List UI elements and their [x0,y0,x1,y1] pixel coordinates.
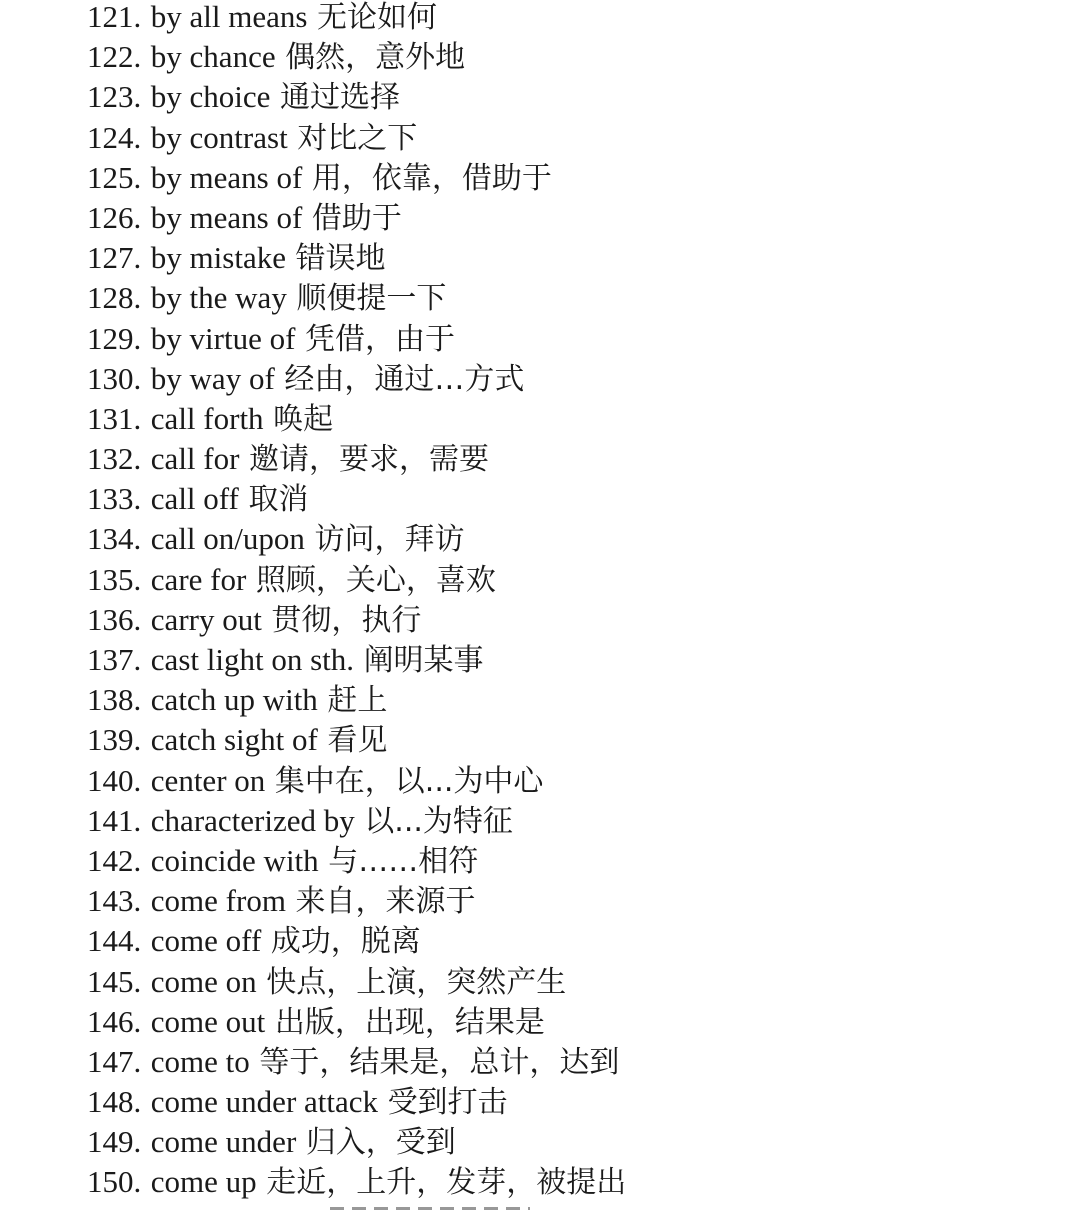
phrase-entry [87,841,626,881]
entry-number: 130. [87,360,142,396]
chinese-meaning: 取消 [248,482,309,518]
phrase-entry [87,359,626,399]
chinese-meaning: 看见 [327,723,388,759]
chinese-meaning: 顺便提一下 [296,281,447,317]
entry-number: 137. [87,642,142,677]
phrase-entry [87,720,626,760]
phrase-entry [87,560,626,600]
english-phrase: call for [150,441,240,477]
entry-number: 144. [87,923,142,959]
english-phrase: catch up with [150,682,318,718]
entry-number: 145. [87,963,142,999]
phrase-entry [87,198,626,238]
english-phrase: come out [150,1003,266,1039]
chinese-meaning: 照顾，关心，喜欢 [255,562,496,598]
english-phrase: call on/upon [150,521,305,557]
english-phrase: by contrast [150,119,288,155]
entry-number: 125. [87,159,142,195]
entry-number: 131. [87,400,142,436]
english-phrase: come under attack [150,1084,379,1120]
english-phrase: come on [150,963,257,999]
entry-number: 142. [87,842,142,878]
chinese-meaning: 成功，脱离 [270,924,421,960]
phrase-entry [87,0,626,37]
english-phrase: come under [150,1124,297,1160]
chinese-meaning: 唤起 [273,401,334,437]
entry-number: 129. [87,320,142,356]
phrase-entry [87,37,626,77]
cut-off-next-line [330,1203,530,1210]
english-phrase: by choice [150,79,271,115]
chinese-meaning: 错误地 [295,241,386,277]
english-phrase: call forth [150,400,264,436]
english-phrase: come from [150,883,286,919]
chinese-meaning: 赶上 [327,683,388,719]
entry-number: 141. [87,802,142,838]
phrase-entry [87,118,626,158]
phrase-entry [87,278,626,318]
english-phrase: by all means [150,0,308,34]
entry-number: 121. [87,0,142,34]
chinese-meaning: 阐明某事 [363,643,484,678]
english-phrase: care for [150,561,247,597]
entry-number: 150. [87,1164,142,1200]
english-phrase: characterized by [150,802,355,838]
phrase-entry [87,640,626,680]
chinese-meaning: 偶然，意外地 [285,40,466,76]
english-phrase: by virtue of [150,320,296,356]
chinese-meaning: 对比之下 [297,120,418,156]
chinese-meaning: 以...为特征 [364,803,513,839]
chinese-meaning: 邀请，要求，需要 [248,442,489,478]
chinese-meaning: 访问，拜访 [314,522,465,558]
english-phrase: by the way [150,280,287,316]
english-phrase: by mistake [150,240,286,276]
phrase-entry [87,921,626,961]
phrase-entry [87,479,626,519]
entry-number: 134. [87,521,142,557]
entry-number: 148. [87,1084,142,1120]
entry-number: 147. [87,1043,142,1079]
phrase-entry [87,519,626,559]
english-phrase: come to [150,1043,250,1079]
phrase-entry [87,77,626,117]
phrase-entry [87,680,626,720]
chinese-meaning: 快点，上演，突然产生 [266,964,567,1000]
phrase-entry [87,399,626,439]
entry-number: 146. [87,1003,142,1039]
entry-number: 127. [87,240,142,276]
phrase-list [87,0,626,1203]
chinese-meaning: 等于，结果是，总计，达到 [259,1044,620,1080]
english-phrase: come off [150,923,262,959]
chinese-meaning: 无论如何 [317,0,438,35]
entry-number: 124. [87,119,142,155]
chinese-meaning: 受到打击 [387,1085,508,1121]
phrase-entry [87,761,626,801]
english-phrase: come up [150,1164,257,1200]
phrase-entry [87,1002,626,1042]
english-phrase: by chance [150,39,276,75]
entry-number: 122. [87,39,142,75]
entry-number: 143. [87,883,142,919]
chinese-meaning: 借助于 [311,200,402,236]
chinese-meaning: 集中在，以...为中心 [274,763,544,799]
chinese-meaning: 用，依靠，借助于 [311,160,552,196]
chinese-meaning: 通过选择 [279,80,400,116]
english-phrase: carry out [150,601,262,637]
chinese-meaning: 与……相符 [328,843,479,879]
chinese-meaning: 贯彻，执行 [271,602,422,638]
chinese-meaning: 归入，受到 [305,1125,456,1161]
english-phrase: call off [150,481,239,517]
entry-number: 149. [87,1124,142,1160]
chinese-meaning: 走近，上升，发芽，被提出 [266,1165,627,1201]
chinese-meaning: 出版，出现，结果是 [274,1004,545,1040]
english-phrase: by way of [150,360,275,396]
english-phrase: coincide with [150,842,319,878]
english-phrase: catch sight of [150,722,318,758]
phrase-entry [87,881,626,921]
chinese-meaning: 凭借，由于 [304,321,455,357]
entry-number: 135. [87,561,142,597]
entry-number: 123. [87,79,142,115]
phrase-entry [87,319,626,359]
phrase-entry [87,801,626,841]
phrase-entry [87,1122,626,1162]
entry-number: 128. [87,280,142,316]
phrase-entry [87,1082,626,1122]
english-phrase: cast light on sth. [150,642,355,677]
english-phrase: by means of [150,159,303,195]
entry-number: 136. [87,601,142,637]
entry-number: 139. [87,722,142,758]
phrase-entry [87,238,626,278]
entry-number: 133. [87,481,142,517]
phrase-entry [87,1162,626,1202]
chinese-meaning: 经由，通过…方式 [284,361,525,397]
english-phrase: center on [150,762,266,798]
entry-number: 132. [87,441,142,477]
phrase-entry [87,158,626,198]
entry-number: 140. [87,762,142,798]
phrase-entry [87,439,626,479]
entry-number: 126. [87,199,142,235]
phrase-entry [87,962,626,1002]
phrase-entry [87,600,626,640]
english-phrase: by means of [150,199,303,235]
phrase-entry [87,1042,626,1082]
chinese-meaning: 来自，来源于 [295,884,476,920]
entry-number: 138. [87,682,142,718]
